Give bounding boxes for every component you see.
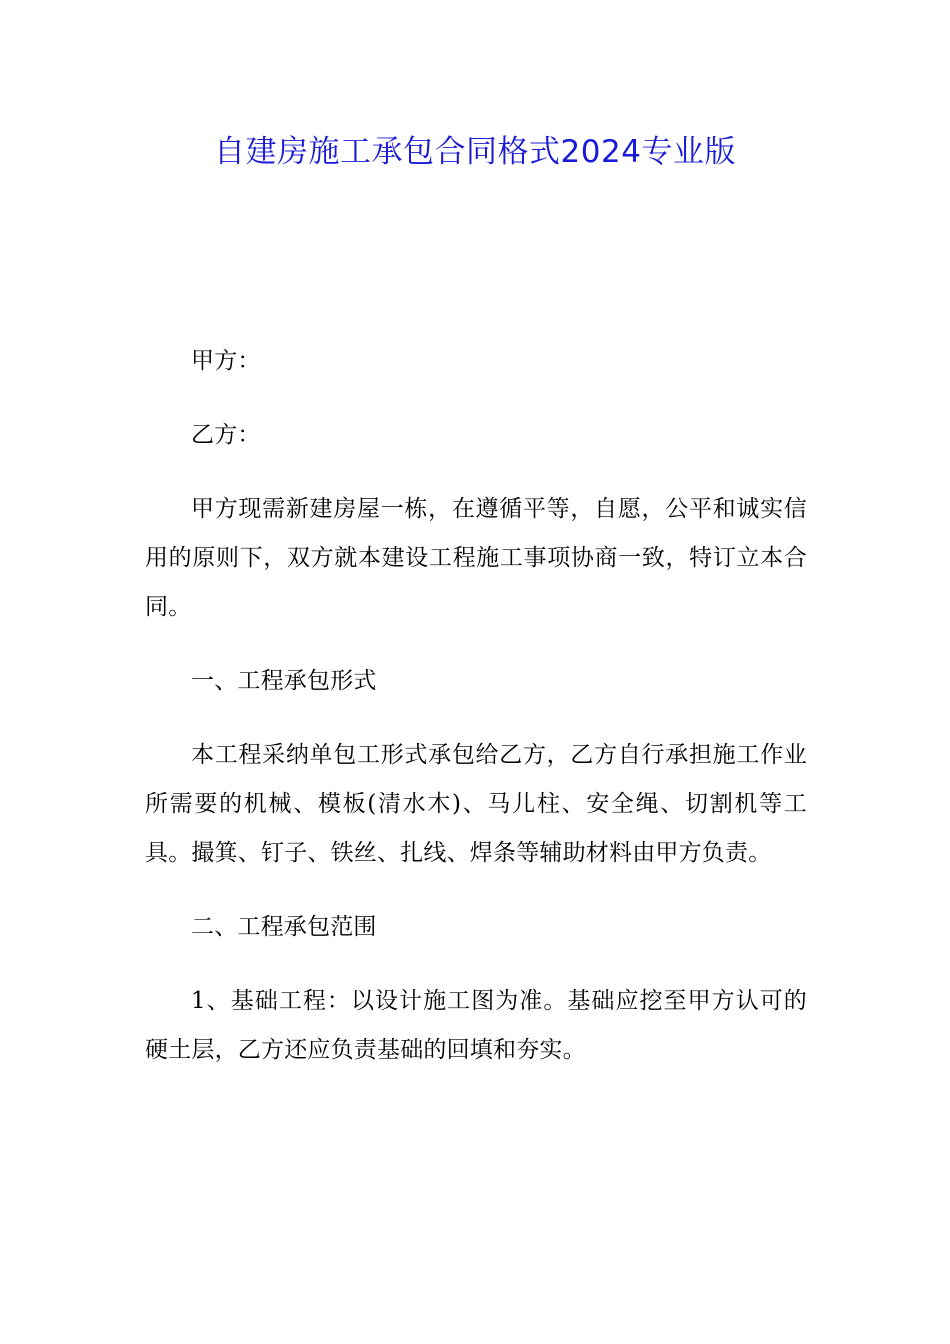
contract-form-paragraph: 本工程采纳单包工形式承包给乙方，乙方自行承担施工作业所需要的机械、模板(清水木)、马儿柱、安全绳、切割机等工具。撮箕、钉子、铁丝、扎线、焊条等辅助材料由甲方负责。 — [145, 742, 807, 866]
document-body — [145, 337, 807, 1100]
section-heading-contract-scope: 二、工程承包范围 — [191, 914, 377, 940]
party-b-line: 乙方： — [191, 422, 261, 448]
preamble-paragraph: 甲方现需新建房屋一栋，在遵循平等，自愿，公平和诚实信用的原则下，双方就本建设工程施工事项协商一致，特订立本合同。 — [145, 496, 807, 620]
document-title: 自建房施工承包合同格式2024专业版 — [214, 134, 736, 170]
foundation-work-paragraph: 1、基础工程：以设计施工图为准。基础应挖至甲方认可的硬土层，乙方还应负责基础的回填和夯实。 — [145, 988, 807, 1063]
party-a-line: 甲方： — [191, 348, 261, 374]
section-heading-contract-form: 一、工程承包形式 — [191, 668, 377, 694]
